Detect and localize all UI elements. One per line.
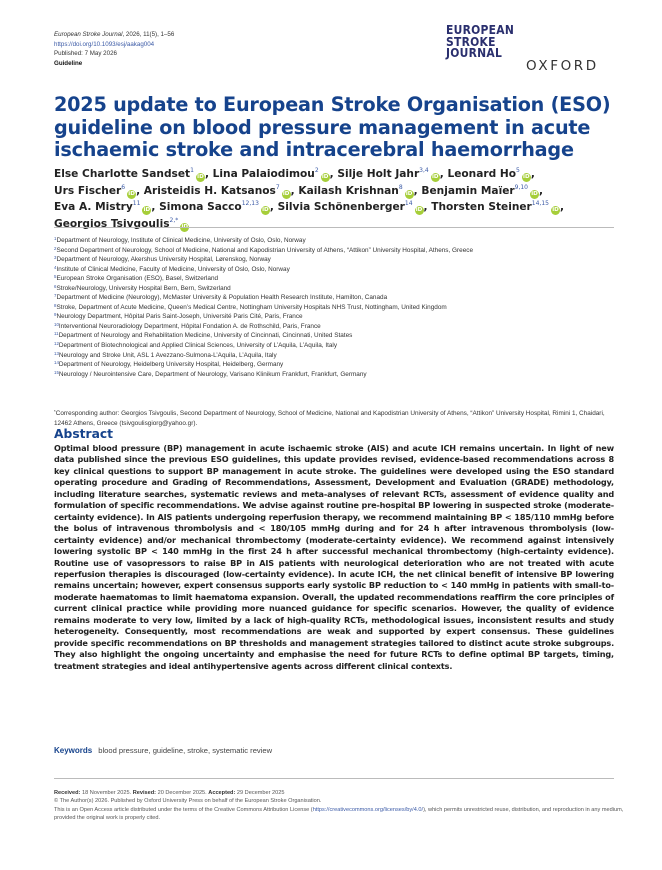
author-name: Lina Palaiodimou	[212, 168, 315, 180]
author	[337, 168, 443, 180]
citation-line	[54, 30, 174, 40]
affiliation-text: Stroke, Department of Acute Medicine, Queen’s Medical Centre, Nottingham University Hospitals NHS Trust, Nottingham, United Kingdom	[56, 303, 447, 311]
affiliation-text: Department of Biotechnological and Applied Clinical Sciences, University of L’Aquila, L’Aquila, Italy	[58, 342, 338, 350]
author-affiliation-ref: 2,*	[169, 216, 179, 224]
orcid-icon[interactable]: iD	[143, 207, 151, 213]
author-affiliation-ref: 14,15	[531, 200, 549, 207]
affiliation-number: 4	[54, 264, 57, 270]
orcid-icon[interactable]: iD	[321, 174, 329, 180]
author-separator: ,	[423, 201, 428, 213]
citation-volume: , 2026, 11(5), 1–56	[122, 31, 175, 38]
author-affiliation-ref: 7	[275, 183, 280, 191]
logo-line-1: EUROPEAN	[446, 22, 515, 37]
author-name: Thorsten Steiner	[431, 201, 532, 213]
article-title: 2025 update to European Stroke Organisation (ESO) guideline on blood pressure management in acute ischaemic stroke and intracerebral haemorrhage	[54, 93, 611, 161]
author-name: Leonard Ho	[447, 168, 516, 180]
affiliation-item	[54, 341, 624, 351]
author-name: Kailash Krishnan	[298, 184, 399, 197]
author-name: Silvia Schönenberger	[277, 201, 405, 213]
affiliation-item	[54, 351, 624, 361]
divider	[54, 227, 614, 228]
divider	[54, 778, 614, 779]
abstract-text: Optimal blood pressure (BP) management in acute ischaemic stroke (AIS) and acute ICH remains uncertain. In light of new data published since the previous ESO guidelines, this update provides revised, evidence-based recommendations across 8 key clinical questions to support BP management in acute stroke. The guidelines were developed using the ESO standard operating procedure and Grading of Recommendations, Assessment, Development and Evaluation (GRADE) methodology, including literature searches, systematic reviews and meta-analyses of relevant RCTs, assessment of evidence quality and formulation of specific recommendations. We advise against routine pre-hospital BP lowering in suspected stroke (moderate-certainty evidence). In AIS patients undergoing reperfusion therapy, we recommend maintaining BP < 185/110 mmHg before the bolus of intravenous thrombolysis and < 180/105 mmHg during and for 24 h after intravenous thrombolysis (low-certainty evidence) and/or mechanical thrombectomy (moderate-certainty evidence). We recommend against intensively lowering systolic BP < 140 mmHg in the first 24 h after successful mechanical thrombectomy (high-certainty evidence). Routine use of vasopressors to raise BP in AIS patients with neurological deterioration who are not treated with acute reperfusion therapies is discouraged (low-certainty evidence). In acute ICH, the net clinical benefit of intensive BP lowering remains uncertain; however, expert consensus supports early systolic BP reduction to < 140 mmHg in patients with small-to-moderate haematomas to limit haematoma expansion. Overall, the updated recommendations reaffirm the core principles of current clinical practice while providing more nuanced guidance for specific scenarios. However, the quality of evidence remains moderate to very low, limited by a lack of high-quality RCTs, methodological issues, inconsistent results and study heterogeneity. Consequently, most recommendations are weak and supported by expert consensus. These guidelines provide specific recommendations on BP thresholds and management strategies tailored to distinct acute stroke subgroups. They also highlight the ongoing uncertainty and emphasise the need for future RCTs to define optimal BP targets, timing, treatment strategies and ideal antihypertensive agents across different clinical contexts.	[54, 443, 614, 671]
revised-date: 20 December 2025.	[157, 790, 207, 796]
affiliation-item	[54, 236, 624, 246]
history-dates	[54, 789, 624, 797]
author-list	[54, 166, 624, 232]
author-separator: ,	[559, 201, 565, 213]
affiliation-text: Department of Neurology, Heidelberg University Hospital, Heidelberg, Germany	[58, 361, 284, 369]
author-separator: ,	[136, 184, 141, 197]
keywords-text: blood pressure, guideline, stroke, systematic review	[98, 746, 273, 755]
license-link[interactable]: https://creativecommons.org/licenses/by/4.0/	[312, 806, 424, 813]
affiliation-number: 3	[54, 255, 57, 261]
author-affiliation-ref: 2	[314, 167, 319, 174]
affiliation-item	[54, 274, 624, 284]
author	[144, 185, 295, 197]
affiliation-number: 9	[54, 312, 57, 318]
author-affiliation-ref: 1	[190, 167, 194, 174]
author-separator: ,	[290, 184, 295, 197]
affiliation-text: Department of Neurology, Akershus University Hospital, Lørenskog, Norway	[56, 256, 271, 264]
author-name: Silje Holt Jahr	[337, 168, 420, 180]
keywords	[54, 746, 272, 755]
author-name: Else Charlotte Sandset	[54, 168, 191, 180]
affiliation-text: Neurology Department, Hôpital Paris Saint-Joseph, Université Paris Cité, Paris, France	[56, 313, 303, 321]
affiliation-item	[54, 331, 624, 341]
author-affiliation-ref: 11	[132, 200, 141, 207]
author	[447, 168, 534, 180]
affiliation-text: Neurology / Neurointensive Care, Department of Neurology, Varisano Klinikum Frankfurt, Frankfurt, Germany	[58, 370, 367, 378]
orcid-icon[interactable]: iD	[405, 190, 413, 197]
orcid-icon[interactable]: iD	[415, 207, 423, 213]
license-post: ), which permits unrestricted reuse, distribution, and reproduction in any medium, provided the original work is properly cited.	[54, 806, 624, 822]
author-affiliation-ref: 3,4	[419, 167, 429, 174]
affiliation-item	[54, 255, 624, 265]
affiliation-number: 7	[54, 293, 57, 299]
author	[159, 201, 274, 213]
affiliation-number: 6	[54, 283, 57, 289]
oxford-logo: OXFORD	[526, 58, 599, 74]
affiliation-text: Neurology and Stroke Unit, ASL 1 Avezzano-Sulmona-L’Aquila, L’Aquila, Italy	[58, 351, 277, 359]
affiliation-text: Department of Neurology and Rehabilitation Medicine, University of Cincinnati, Cincinnati, United States	[58, 332, 353, 340]
author-separator: ,	[329, 168, 334, 180]
orcid-icon[interactable]: iD	[431, 174, 439, 180]
affiliation-number: 14	[54, 360, 59, 366]
affiliation-item	[54, 322, 624, 332]
author-separator: ,	[204, 168, 209, 180]
author-affiliation-ref: 9,10	[514, 183, 528, 191]
affiliation-item	[54, 303, 624, 313]
affiliation-item	[54, 265, 624, 275]
corresponding-text: Corresponding author: Georgios Tsivgoulis, Second Department of Neurology, School of Medicine, National and Kapodistrian University of Athens, “Attikon” University Hospital, Rimini 1, Chaidari, 12462 Athens, Greece (tsivgoulisgiorg@yahoo.gr).	[54, 410, 605, 427]
author-separator: ,	[538, 184, 544, 197]
author-separator: ,	[413, 184, 418, 197]
affiliation-number: 11	[54, 331, 59, 337]
orcid-icon[interactable]: iD	[282, 190, 290, 197]
affiliation-number: 1	[54, 236, 57, 241]
author	[431, 201, 564, 213]
author-separator: ,	[269, 201, 274, 213]
author	[421, 185, 543, 197]
orcid-icon[interactable]: iD	[531, 190, 538, 197]
author	[278, 201, 428, 213]
logo-line-3: JOURNAL	[446, 45, 503, 61]
orcid-icon[interactable]: iD	[523, 174, 530, 180]
copyright: © The Author(s) 2026. Published by Oxford University Press on behalf of the European Stroke Organisation.	[54, 798, 322, 805]
affiliation-number: 13	[54, 350, 59, 356]
author	[54, 185, 140, 197]
affiliation-number: 5	[54, 274, 57, 280]
author-name: Benjamin Maïer	[421, 184, 515, 197]
received-label: Received:	[54, 790, 81, 796]
author	[298, 185, 417, 197]
author	[54, 201, 155, 213]
affiliation-number: 12	[54, 341, 59, 347]
affiliation-item	[54, 293, 624, 303]
european-stroke-journal-logo	[446, 24, 522, 59]
affiliation-item	[54, 312, 624, 322]
author-affiliation-ref: 5	[516, 167, 520, 174]
affiliation-item	[54, 360, 624, 370]
affiliation-text: Second Department of Neurology, School of Medicine, National and Kapodistrian University of Athens, “Attikon” University Hospital, Athens, Greece	[56, 246, 474, 254]
author-affiliation-ref: 12,13	[241, 200, 259, 207]
affiliation-item	[54, 370, 624, 380]
orcid-icon[interactable]: iD	[128, 190, 135, 197]
orcid-icon[interactable]: iD	[181, 223, 189, 230]
affiliation-number: 10	[54, 321, 59, 327]
corresponding-author	[54, 409, 614, 428]
logo-line-2: STROKE	[446, 33, 496, 49]
orcid-icon[interactable]: iD	[552, 207, 559, 213]
revised-label: Revised:	[132, 790, 157, 796]
affiliation-text: Interventional Neuroradiology Department, Hôpital Fondation A. de Rothschild, Paris, France	[58, 322, 321, 330]
author-name: Aristeidis H. Katsanos	[143, 184, 276, 197]
article-footer	[54, 789, 624, 823]
author-name: Simona Sacco	[159, 201, 242, 213]
affiliation-item	[54, 246, 624, 256]
affiliation-number: 8	[54, 302, 57, 308]
author-separator: ,	[151, 201, 156, 213]
affiliation-text: Stroke/Neurology, University Hospital Bern, Bern, Switzerland	[56, 284, 231, 292]
abstract-heading: Abstract	[54, 427, 114, 441]
orcid-icon[interactable]: iD	[197, 174, 204, 180]
license-text	[54, 806, 624, 823]
author	[213, 168, 334, 180]
article-type: Guideline	[54, 59, 83, 67]
keywords-label: Keywords	[54, 746, 93, 755]
accepted-label: Accepted:	[208, 790, 236, 796]
author-affiliation-ref: 14	[404, 200, 413, 207]
author	[54, 168, 209, 180]
author-affiliation-ref: 8	[398, 183, 403, 191]
orcid-icon[interactable]: iD	[262, 207, 269, 213]
affiliation-number: 2	[54, 245, 57, 251]
author-name: Urs Fischer	[54, 184, 122, 197]
article-meta	[54, 30, 174, 68]
doi-link[interactable]: https://doi.org/10.1093/esj/aakag004	[54, 40, 155, 48]
affiliation-text: Institute of Clinical Medicine, Faculty of Medicine, University of Oslo, Oslo, Norway	[56, 265, 290, 273]
author-separator: ,	[530, 168, 535, 180]
published-date: Published: 7 May 2026	[54, 50, 117, 58]
author-name: Eva A. Mistry	[54, 201, 133, 213]
accepted-date: 29 December 2025	[236, 790, 285, 796]
corresponding-mark: *	[54, 409, 56, 414]
author-separator: ,	[439, 168, 444, 180]
journal-name: European Stroke Journal	[54, 31, 123, 38]
affiliation-text: Department of Neurology, Institute of Clinical Medicine, University of Oslo, Oslo, Norway	[56, 237, 306, 244]
affiliation-number: 15	[54, 369, 59, 375]
license-pre: This is an Open Access article distributed under the terms of the Creative Commons Attribution License (	[54, 806, 313, 813]
affiliation-item	[54, 284, 624, 294]
received-date: 18 November 2025.	[82, 790, 132, 796]
author-name: Georgios Tsivgoulis	[54, 217, 170, 230]
affiliation-text: European Stroke Organisation (ESO), Basel, Switzerland	[56, 275, 219, 283]
affiliation-text: Department of Medicine (Neurology), McMaster University & Population Health Research Institute, Hamilton, Canada	[56, 294, 388, 302]
author-affiliation-ref: 6	[121, 183, 126, 191]
affiliation-list	[54, 236, 624, 379]
